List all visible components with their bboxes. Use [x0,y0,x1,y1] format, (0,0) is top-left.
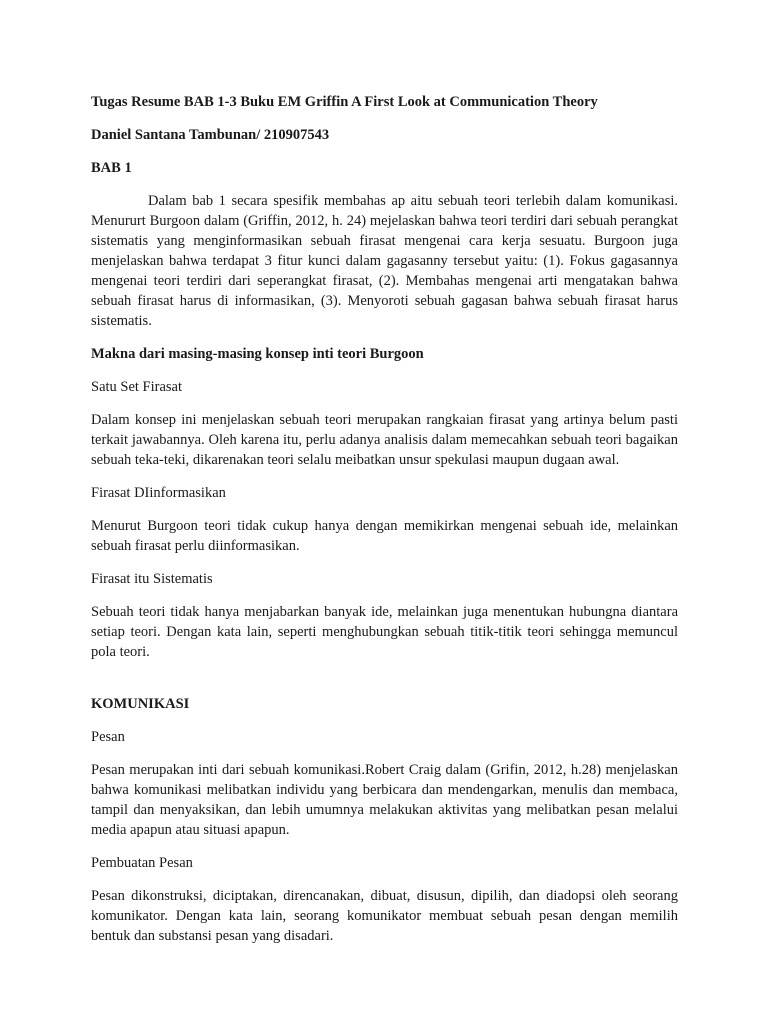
paragraph-pembuatan-pesan: Pesan dikonstruksi, diciptakan, direncanakan, dibuat, disusun, dipilih, dan diadopsi oleh seorang komunikator. Dengan kata lain, seorang komunikator membuat sebuah pesan dengan memilih bentuk dan substansi pesan yang disadari. [91,888,678,944]
subheading-pembuatan-pesan: Pembuatan Pesan [91,855,193,871]
paragraph-firasat-diinformasikan: Menurut Burgoon teori tidak cukup hanya dengan memikirkan mengenai sebuah ide, melainkan sebuah firasat perlu diinformasikan. [91,518,678,554]
bab1-paragraph: Dalam bab 1 secara spesifik membahas ap aitu sebuah teori terlebih dalam komunikasi. Menururt Burgoon dalam (Griffin, 2012, h. 24) mejelaskan bahwa teori terdiri dari sebuah perangkat sistematis yang menginformasikan sebuah firasat mengenai cara kerja sesuatu. Burgoon juga menjelaskan bahwa terdapat 3 fitur kunci dalam gagasanny tersebut yaitu: (1). Fokus gagasannya mengenai teori terdiri dari seperangkat firasat, (2). Membahas mengenai arti mengatakan bahwa sebuah firasat harus di informasikan, (3). Menyoroti sebuah gagasan bahwa sebuah firasat harus sistematis. [91,193,678,329]
document-title: Tugas Resume BAB 1-3 Buku EM Griffin A First Look at Communication Theory [91,94,598,110]
section-heading-makna: Makna dari masing-masing konsep inti teori Burgoon [91,346,424,362]
section-heading-komunikasi: KOMUNIKASI [91,696,190,712]
subheading-satu-set-firasat: Satu Set Firasat [91,379,183,395]
subheading-firasat-diinformasikan: Firasat DIinformasikan [91,485,226,501]
subheading-pesan: Pesan [91,729,125,745]
paragraph-pesan: Pesan merupakan inti dari sebuah komunikasi.Robert Craig dalam (Grifin, 2012, h.28) menjelaskan bahwa komunikasi melibatkan individu yang berbicara dan mendengarkan, menulis dan membaca, tampil dan menyaksikan, dan lebih umumnya melakukan aktivitas yang melibatkan pesan melalui media apapun atau situasi apapun. [91,762,678,838]
author-line: Daniel Santana Tambunan/ 210907543 [91,127,330,143]
paragraph-firasat-sistematis: Sebuah teori tidak hanya menjabarkan banyak ide, melainkan juga menentukan hubungna diantara setiap teori. Dengan kata lain, seperti menghubungkan sebuah titik-titik teori sehingga memuncul pola teori. [91,604,678,660]
document-page [91,92,678,959]
subheading-firasat-sistematis: Firasat itu Sistematis [91,571,213,587]
section-heading-bab1: BAB 1 [91,160,132,176]
paragraph-satu-set-firasat: Dalam konsep ini menjelaskan sebuah teori merupakan rangkaian firasat yang artinya belum pasti terkait jawabannya. Oleh karena itu, perlu adanya analisis dalam memecahkan sebuah teori bagaikan sebuah teka-teki, dikarenakan teori selalu meibatkan unsur spekulasi maupun dugaan awal. [91,412,678,468]
